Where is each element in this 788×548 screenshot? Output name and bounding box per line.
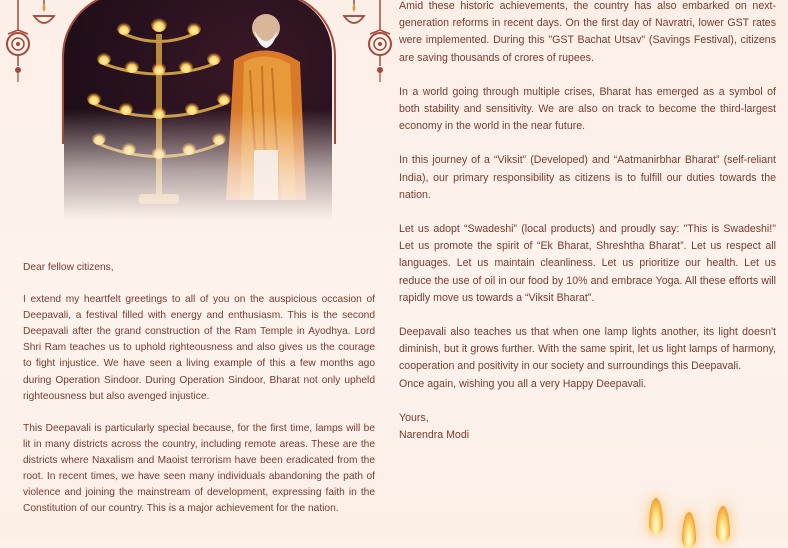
salutation: Dear fellow citizens, xyxy=(23,262,114,273)
signoff: Yours, xyxy=(399,411,429,424)
paragraph-lamp: Deepavali also teaches us that when one lamp lights another, its light doesn't diminish, but it grows further. With the same spirit, let us light lamps of harmony, cooperation and positivity in our society and surroundings this Deepavali. xyxy=(399,326,776,373)
diya-flame-icon xyxy=(682,512,696,548)
paragraph-stability: In a world going through multiple crises, Bharat has emerged as a symbol of both stability and sensitivity. We are also on track to become the third-largest economy in the world in the near future. xyxy=(399,85,776,133)
paragraph-viksit-bharat: In this journey of a “Viksit” (Developed) and “Aatmanirbhar Bharat” (self-reliant India), our primary responsibility as citizens is to fulfill our duties towards the nation. xyxy=(399,154,776,201)
paragraph-special-deepavali: This Deepavali is particularly special because, for the first time, lamps will be lit in many districts across the country, including remote areas. These are the districts where Naxalism and Maoist terrorism have been eradicated from the root. In recent times, we have seen many individuals abandoning the path of violence and joining the mainstream of development, expressing faith in the Constitution of our country. This is a major achievement for the nation. xyxy=(23,422,375,515)
lamp-stand-icon xyxy=(84,4,234,214)
paragraph-greeting: I extend my heartfelt greetings to all of you on the auspicious occasion of Deepavali, a festival filled with energy and enthusiasm. This is the second Deepavali after the grand construction of the Ram Temple in Ayodhya. Lord Shri Ram teaches us to uphold righteousness and also gives us the courage to fight injustice. We have seen a living example of this a few months ago during Operation Sindoor. During Operation Sindoor, Bharat not only upheld righteousness but also avenged injustice. xyxy=(23,294,375,402)
portrait-background xyxy=(64,0,332,220)
hanging-diya-icon xyxy=(0,0,64,90)
signature: Narendra Modi xyxy=(399,429,470,442)
letter-right-column xyxy=(399,0,776,444)
closing-wish: Once again, wishing you all a very Happy Deepavali. xyxy=(399,377,647,390)
paragraph-reforms: Amid these historic achievements, the country has also embarked on next-generation reforms in recent days. On the first day of Navratri, lower GST rates were implemented. During this "GST Bachat Utsav" (Savings Festival), citizens are saving thousands of crores of rupees. xyxy=(399,0,776,64)
paragraph-swadeshi: Let us adopt “Swadeshi” (local products) and proudly say: "This is Swadeshi!" Let us promote the spirit of “Ek Bharat, Shreshtha Bharat”. Let us respect all languages. Let us maintain cleanliness. Let us prioritize our health. Let us reduce the use of oil in our food by 10% and embrace Yoga. All these efforts will rapidly move us towards a “Viksit Bharat”. xyxy=(399,223,776,304)
diya-flame-icon xyxy=(649,498,663,534)
portrait-photo xyxy=(64,0,332,220)
diya-flame-icon xyxy=(716,506,730,542)
letter-left-column xyxy=(23,260,375,533)
person-figure xyxy=(214,0,314,200)
hanging-diya-icon xyxy=(336,0,396,90)
